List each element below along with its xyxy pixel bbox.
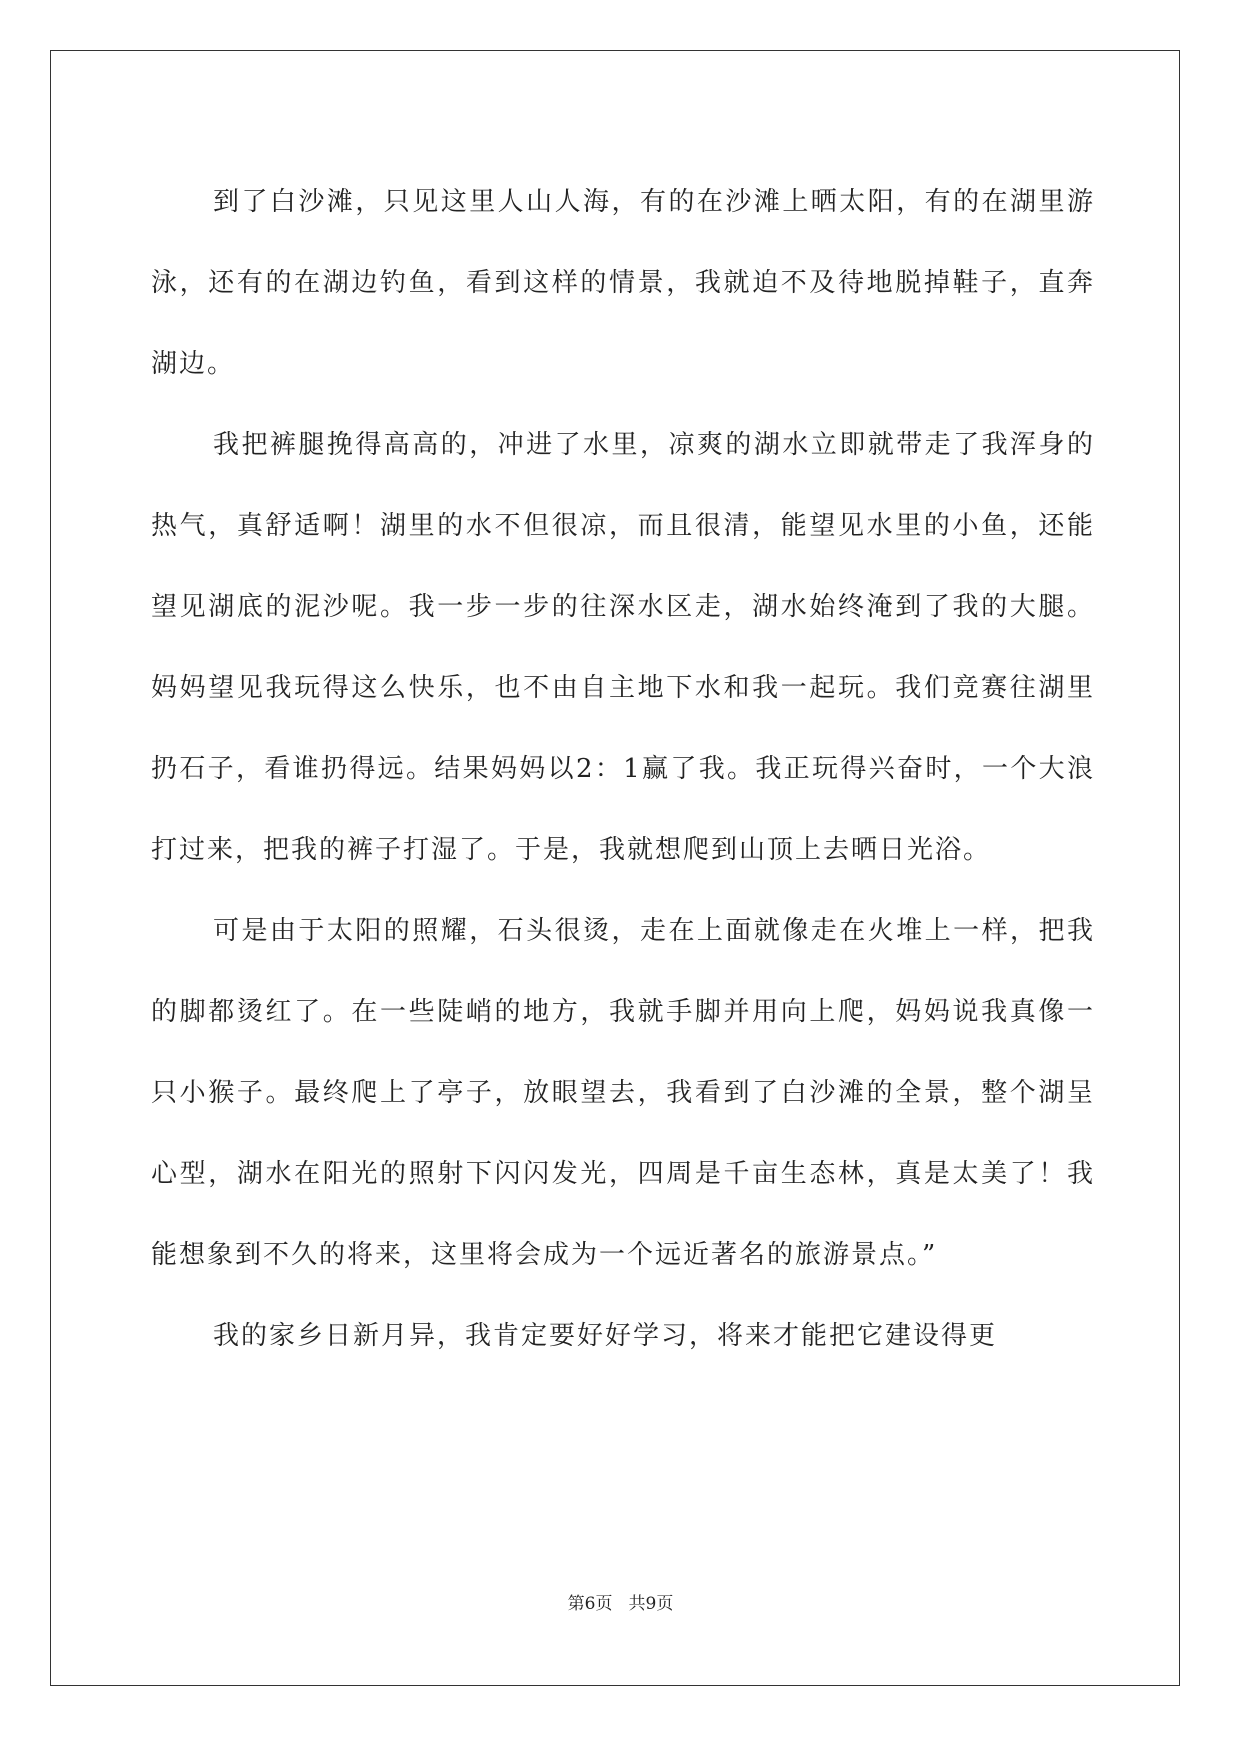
paragraph: 我的家乡日新月异，我肯定要好好学习，将来才能把它建设得更 <box>213 1321 998 1351</box>
page-number-total: 共9页 <box>628 1594 674 1614</box>
page-number-current: 第6页 <box>567 1594 613 1614</box>
paragraph: 我把裤腿挽得高高的，冲进了水里，凉爽的湖水立即就带走了我浑身的热气，真舒适啊！湖里的水不但很凉，而且很清，能望见水里的小鱼，还能望见湖底的泥沙呢。我一步一步的往深水区走，湖水始终淹到了我的大腿。妈妈望见我玩得这么快乐，也不由自主地下水和我一起玩。我们竞赛往湖里扔石子，看谁扔得远。结果妈妈以2：1赢了我。我正玩得兴奋时，一个大浪打过来，把我的裤子打湿了。于是，我就想爬到山顶上去晒日光浴。 <box>151 430 1095 865</box>
paragraph: 可是由于太阳的照耀，石头很烫，走在上面就像走在火堆上一样，把我的脚都烫红了。在一些陡峭的地方，我就手脚并用向上爬，妈妈说我真像一只小猴子。最终爬上了亭子，放眼望去，我看到了白沙滩的全景，整个湖呈心型，湖水在阳光的照射下闪闪发光，四周是千亩生态林，真是太美了！我能想象到不久的将来，这里将会成为一个远近著名的旅游景点。” <box>151 916 1095 1270</box>
document-body <box>151 162 1095 1377</box>
page-footer <box>0 1589 1241 1614</box>
paragraph: 到了白沙滩，只见这里人山人海，有的在沙滩上晒太阳，有的在湖里游泳，还有的在湖边钓鱼，看到这样的情景，我就迫不及待地脱掉鞋子，直奔湖边。 <box>151 187 1095 379</box>
